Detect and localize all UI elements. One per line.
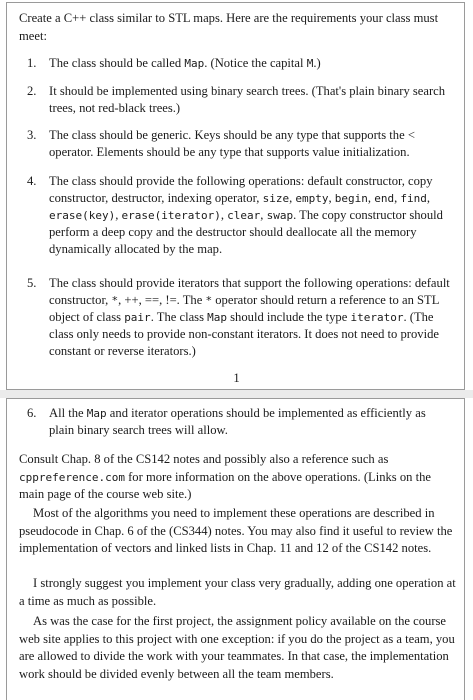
code-term: erase(key) — [49, 209, 116, 222]
code-term: swap — [266, 209, 294, 222]
requirement-3 — [27, 127, 451, 161]
requirement-4 — [27, 173, 451, 258]
code-term: Map — [207, 311, 227, 324]
requirement-5 — [27, 275, 451, 360]
code-term: cppreference.com — [19, 470, 125, 484]
code-term: M — [306, 57, 314, 70]
code-term: Map — [86, 407, 107, 420]
code-term: clear — [227, 209, 261, 222]
code-term: empty — [295, 192, 329, 205]
requirement-number: 2. — [27, 84, 37, 98]
requirement-1 — [27, 55, 451, 72]
requirement-text: All the Map and iterator operations should be implemented as efficiently as plain binary search trees will allow. — [49, 406, 426, 437]
page-1 — [6, 2, 465, 390]
code-term: begin — [334, 192, 368, 205]
code-term: find — [400, 192, 427, 205]
requirement-number: 4. — [27, 174, 37, 188]
requirement-text: It should be implemented using binary search trees. (That's plain binary search trees, not red-black trees.) — [49, 84, 446, 115]
code-term: iterator — [350, 311, 404, 324]
intro-text: Create a C++ class similar to STL maps. Here are the requirements your class must meet: — [19, 11, 439, 43]
requirement-number: 6. — [27, 406, 37, 420]
code-term: size — [262, 192, 290, 205]
paragraph-policy: As was the case for the first project, the assignment policy available on the course web site applies to this project with one exception: if you do the project as a team, you are allowed to divide the work with your teammates. In that case, the implementation work should be divided evenly between all the team members. — [19, 614, 455, 681]
page-separator — [0, 390, 473, 398]
requirement-text: The class should provide iterators that support the following operations: default constructor, *, ++, ==, !=. The * operator should return a reference to an STL object of class pair. The class Map should include the type iterator. (The class only needs to provide non-constant iterators. It does not need to provide constant or reverse iterators.) — [49, 276, 450, 358]
requirement-6 — [27, 405, 451, 439]
requirement-number: 5. — [27, 276, 37, 290]
code-term: end — [374, 192, 395, 205]
requirement-2 — [27, 83, 451, 117]
paragraph-suggestion: I strongly suggest you implement your class very gradually, adding one operation at a time as much as possible. — [19, 576, 456, 608]
requirement-number: 1. — [27, 56, 37, 70]
code-term: * — [205, 294, 213, 307]
code-term: * — [111, 294, 119, 307]
requirement-text: The class should provide the following operations: default constructor, copy constructor, destructor, indexing operator, size, empty, begin, end, find, erase(key), erase(iterator), clear, swap. The copy constructor should perform a deep copy and the destructor should deallocate all the memory dynamically allocated by the map. — [49, 174, 443, 256]
paragraph-consult: Consult Chap. 8 of the CS142 notes and possibly also a reference such as cppreference.com for more information on the above operations. (Links on the main page of the course web site.) — [19, 452, 431, 501]
paragraph-algorithms: Most of the algorithms you need to implement these operations are described in pseudocode in Chap. 6 of the (CS344) notes. You may also find it useful to review the implementation of vectors and linked lists in Chap. 11 and 12 of the CS142 notes. — [19, 506, 453, 555]
page-2 — [6, 398, 465, 700]
code-term: erase(iterator) — [121, 209, 221, 222]
code-term: pair — [124, 311, 151, 324]
requirement-text: The class should be called Map. (Notice the capital M.) — [49, 56, 321, 70]
requirement-text: The class should be generic. Keys should be any type that supports the < operator. Elements should be any type that supports value initialization. — [49, 128, 415, 159]
code-term: Map — [184, 57, 205, 70]
page-number: 1 — [233, 371, 240, 385]
requirement-number: 3. — [27, 128, 37, 142]
